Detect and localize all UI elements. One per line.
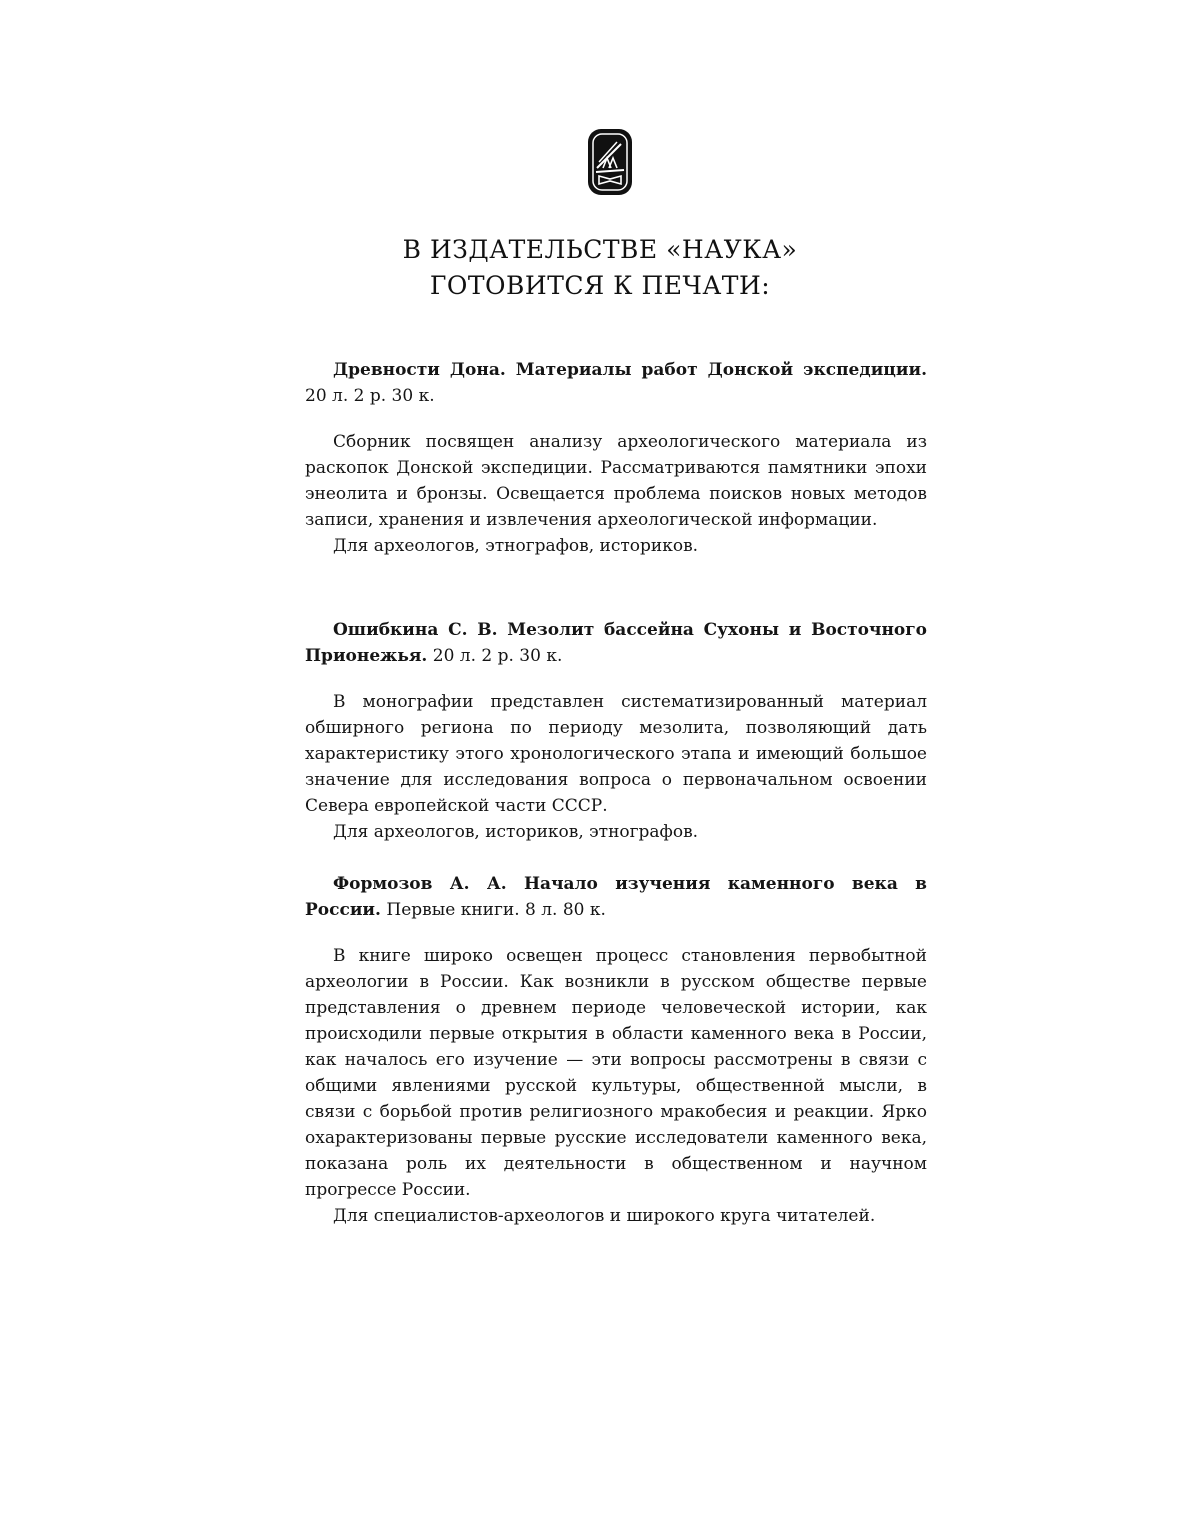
book-title-line xyxy=(305,357,927,409)
book-details: 20 л. 2 р. 30 к. xyxy=(305,386,435,406)
page-heading xyxy=(0,232,1200,304)
heading-line-1: В ИЗДАТЕЛЬСТВЕ «НАУКА» xyxy=(402,235,798,264)
heading-line-2: ГОТОВИТСЯ К ПЕЧАТИ: xyxy=(429,271,771,300)
book-title: Формозов А. А. Начало изучения каменного века в России. xyxy=(305,874,927,920)
book-title-line xyxy=(305,617,927,669)
book-entry xyxy=(305,617,927,845)
book-entry xyxy=(305,871,927,1229)
book-description: В монографии представлен систематизированный материал обширного региона по периоду мезолита, позволяющий дать характеристику этого хронологического этапа и имеющий большое значение для исследования вопроса о первоначальном освоении Севера европейской части СССР. xyxy=(305,692,927,816)
book-audience: Для специалистов-археологов и широкого круга читателей. xyxy=(333,1206,876,1226)
book-title: Ошибкина С. В. Мезолит бассейна Сухоны и Восточного Прионежья. xyxy=(305,620,927,666)
book-audience: Для археологов, историков, этнографов. xyxy=(333,822,699,842)
book-entry xyxy=(305,357,927,559)
book-details: Первые книги. 8 л. 80 к. xyxy=(386,900,606,920)
book-description: В книге широко освещен процесс становления первобытной археологии в России. Как возникли в русском обществе первые представления о древнем периоде человеческой истории, как происходили первые открытия в области каменного века в России, как началось его изучение — эти вопросы рассмотрены в связи с общими явлениями русской культуры, общественной мысли, в связи с борьбой против религиозного мракобесия и реакции. Ярко охарактеризованы первые русские исследователи каменного века, показана роль их деятельности в общественном и научном прогрессе России. xyxy=(305,946,927,1200)
book-audience: Для археологов, этнографов, историков. xyxy=(333,536,699,556)
book-details: 20 л. 2 р. 30 к. xyxy=(432,646,563,666)
book-description: Сборник посвящен анализу археологического материала из раскопок Донской экспедиции. Рассматриваются памятники эпохи энеолита и бронзы. Освещается проблема поисков новых методов записи, хранения и извлечения археологической информации. xyxy=(305,432,927,530)
nauka-publisher-logo-icon xyxy=(587,128,633,196)
book-title-line xyxy=(305,871,927,923)
book-title: Древности Дона. Материалы работ Донской экспедиции. xyxy=(333,360,927,380)
